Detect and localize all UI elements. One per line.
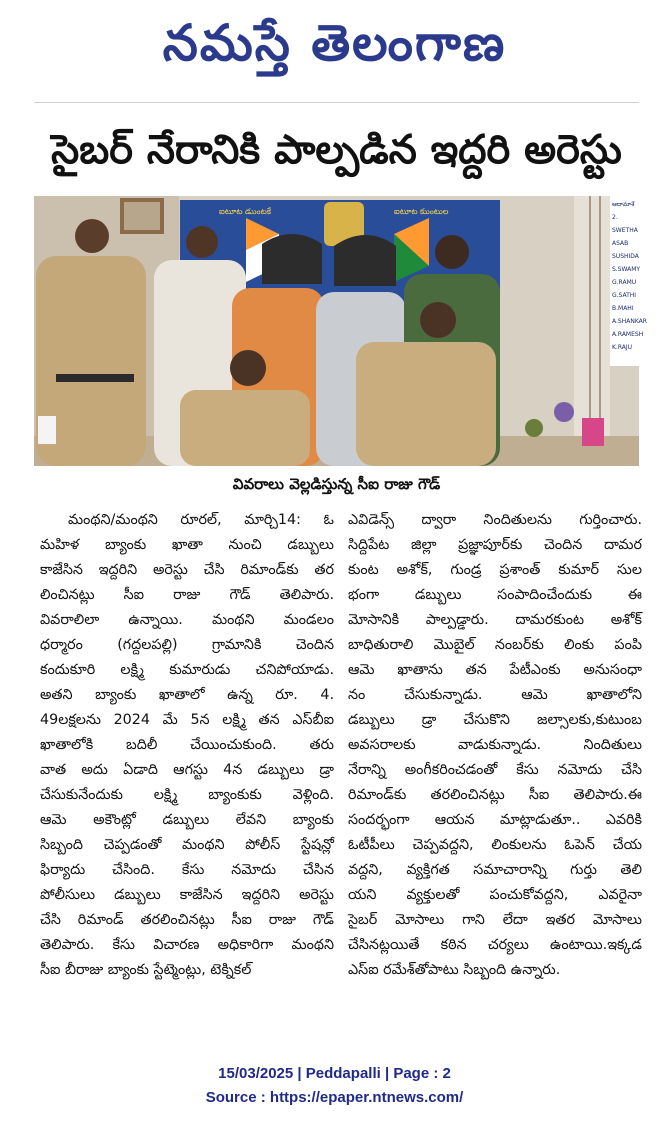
article-line: ఎవిడెన్స్ ద్వారా నిందితులను గుర్తించారు. — [348, 512, 642, 528]
article-line: అవసరాలకు వాడుకున్నాడు. నిందితులు — [348, 737, 642, 753]
article-line: డబ్బులు డ్రా చేసుకొని జల్సాలకు,కుటుంబ — [348, 712, 642, 728]
board-line-text: K.RAJU — [612, 344, 633, 351]
article-line: ధర్మారం (గద్దలపల్లి) గ్రామానికి చెందిన — [40, 637, 334, 653]
board-line-text: ఆదామాశే — [612, 201, 635, 208]
article-line: మంథని/మంథని రూరల్, మార్చి14: ఓ — [68, 512, 334, 528]
article-line: ఖాతాలోకి బదిలీ చేయించుకుంది. తరు — [40, 737, 334, 753]
article-line: కాజేసిన ఇద్దరిని అరెస్టు చేసి రిమాండ్‌కు తర — [40, 562, 334, 578]
article-line: తెలిపారు. కేసు విచారణ అధికారిగా మంథని — [40, 937, 334, 953]
article-line: కుంట అశోక్, గుండ్ర ప్రశాంత్ కుమార్ సుల — [348, 562, 642, 578]
article-line: సిద్దిపేట జిల్లా ప్రజ్ఞాపూర్‌కు చెందిన దామర — [348, 537, 642, 553]
article-line: ఫిర్యాదు చేసింది. కేసు నమోదు చేసిన — [40, 862, 334, 878]
article-line: ఎస్ఐ రమేశ్‌తోపాటు సిబ్బంది ఉన్నారు. — [348, 962, 561, 978]
footer — [0, 1062, 669, 1110]
board-line-text: G.SATHI — [612, 292, 637, 299]
article-line: సిబ్బంది చెప్పడంతో మంథని పోలీస్ స్టేషన్లో — [40, 837, 334, 853]
article-line: రిమాండ్‌కు తరలించినట్లు సీఐ తెలిపారు.ఈ — [348, 787, 642, 803]
board-line-text: S.SWAMY — [612, 266, 641, 273]
article-line: ఓటీపీలు చెప్పవద్దని, లింకులను ఓపెన్ చేయ — [348, 837, 642, 853]
article-line: నం చేసుకున్నాడు. ఆమె ఖాతాలోని — [348, 687, 642, 703]
board-line-text: SUSHIDA — [612, 253, 639, 260]
article-line: సందర్భంగా ఆయన మాట్లాడుతూ.. ఎవరికి — [348, 812, 642, 828]
article-line: మోసానికి పాల్పడ్డారు. దామరకుంట అశోక్ — [348, 612, 642, 628]
footer-date-line: 15/03/2025 | Peddapalli | Page : 2 — [218, 1065, 451, 1082]
article-line: అతని బ్యాంకు ఖాతాలో ఉన్న రూ. 4. — [40, 687, 334, 703]
board-line-text: A.RAMESH — [612, 331, 644, 338]
footer-source-line: Source : https://epaper.ntnews.com/ — [205, 1089, 464, 1106]
article-headline: సైబర్ నేరానికి పాల్పడిన ఇద్దరి అరెస్టు — [51, 127, 622, 173]
article-line: ఆమె అకౌంట్లో డబ్బులు లేవని బ్యాంకు — [40, 812, 334, 828]
article-line: నేరాన్ని అంగీకరించడంతో కేసు నమోదు చేసి — [348, 762, 642, 778]
article-column-left — [40, 508, 334, 1048]
article-line: యని వ్యక్తులతో పంచుకోవద్దని, ఎవరైనా — [348, 887, 642, 903]
article-line: వద్దని, వ్యక్తిగత సమాచారాన్ని గుర్తు తెలి — [348, 862, 642, 878]
article-column-right — [348, 508, 642, 1048]
article-line: సీఐ బీరాజు బ్యాంకు స్టేట్మెంట్లు, టెక్నికల్ — [40, 962, 252, 978]
photo-caption: వివరాలు వెల్లడిస్తున్న సీఐ రాజు గౌడ్ — [232, 475, 441, 493]
article-line: భంగా డబ్బులు సంపాదించేందుకు ఈ — [348, 587, 642, 603]
board-line-text: B.MAHI — [612, 305, 634, 312]
masthead-title: నమస్తే తెలంగాణ — [162, 14, 507, 72]
article-line: బాధితురాలి మొబైల్ నంబర్‌కు లింకు పంపి — [348, 637, 642, 653]
article-line: చేసినట్లయితే కఠిన చర్యలు ఉంటాయి.ఇక్కడ — [348, 937, 642, 953]
article-line: మహిళ బ్యాంకు ఖాతా నుంచి డబ్బులు — [40, 537, 334, 553]
board-line-text: ASAB — [612, 240, 629, 247]
article-line: సైబర్ మోసాలు గాని లేదా ఇతర మోసాలు — [348, 912, 642, 928]
article-line: ఆమె ఖాతాను తన పేటీఎంకు అనుసంధా — [348, 662, 642, 678]
article-line: వివరాలిలా ఉన్నాయి. మంథని మండలం — [40, 612, 334, 628]
banner-right-text: ఐటూట కుుంటుల — [394, 207, 449, 216]
board-line-text: 2. — [612, 214, 618, 221]
article-line: కందుకూరి లక్ష్మి కుమారుడు చనిపోయాడు. — [40, 662, 334, 678]
article-line: పోలీసులు డబ్బులు కాజేసిన ఇద్దరిని అరెస్టు — [40, 887, 334, 903]
board-line-text: G.RAMU — [612, 279, 637, 286]
article-line: 49లక్షలను 2024 మే 5న లక్ష్మి తన ఎస్‌బీఐ — [40, 712, 334, 728]
header-divider — [34, 102, 639, 103]
article-line: చేసుకునేందుకు లక్ష్మి బ్యాంకుకు వెళ్లింది. — [40, 787, 334, 803]
banner-left-text: ఐటూట డుుంటకే — [219, 207, 271, 216]
board-line-text: SWETHA — [612, 227, 638, 234]
news-photo — [34, 196, 647, 466]
article-line: వాత అదు ఏడాది ఆగస్టు 4న డబ్బులు డ్రా — [40, 762, 334, 778]
board-line-text: A.SHANKAR — [612, 318, 647, 325]
article-line: లించినట్లు సీఐ రాజు గౌడ్ తెలిపారు. — [40, 587, 334, 603]
article-line: చేసి రిమాండ్ తరలించినట్లు సీఐ రాజు గౌడ్ — [40, 912, 334, 928]
